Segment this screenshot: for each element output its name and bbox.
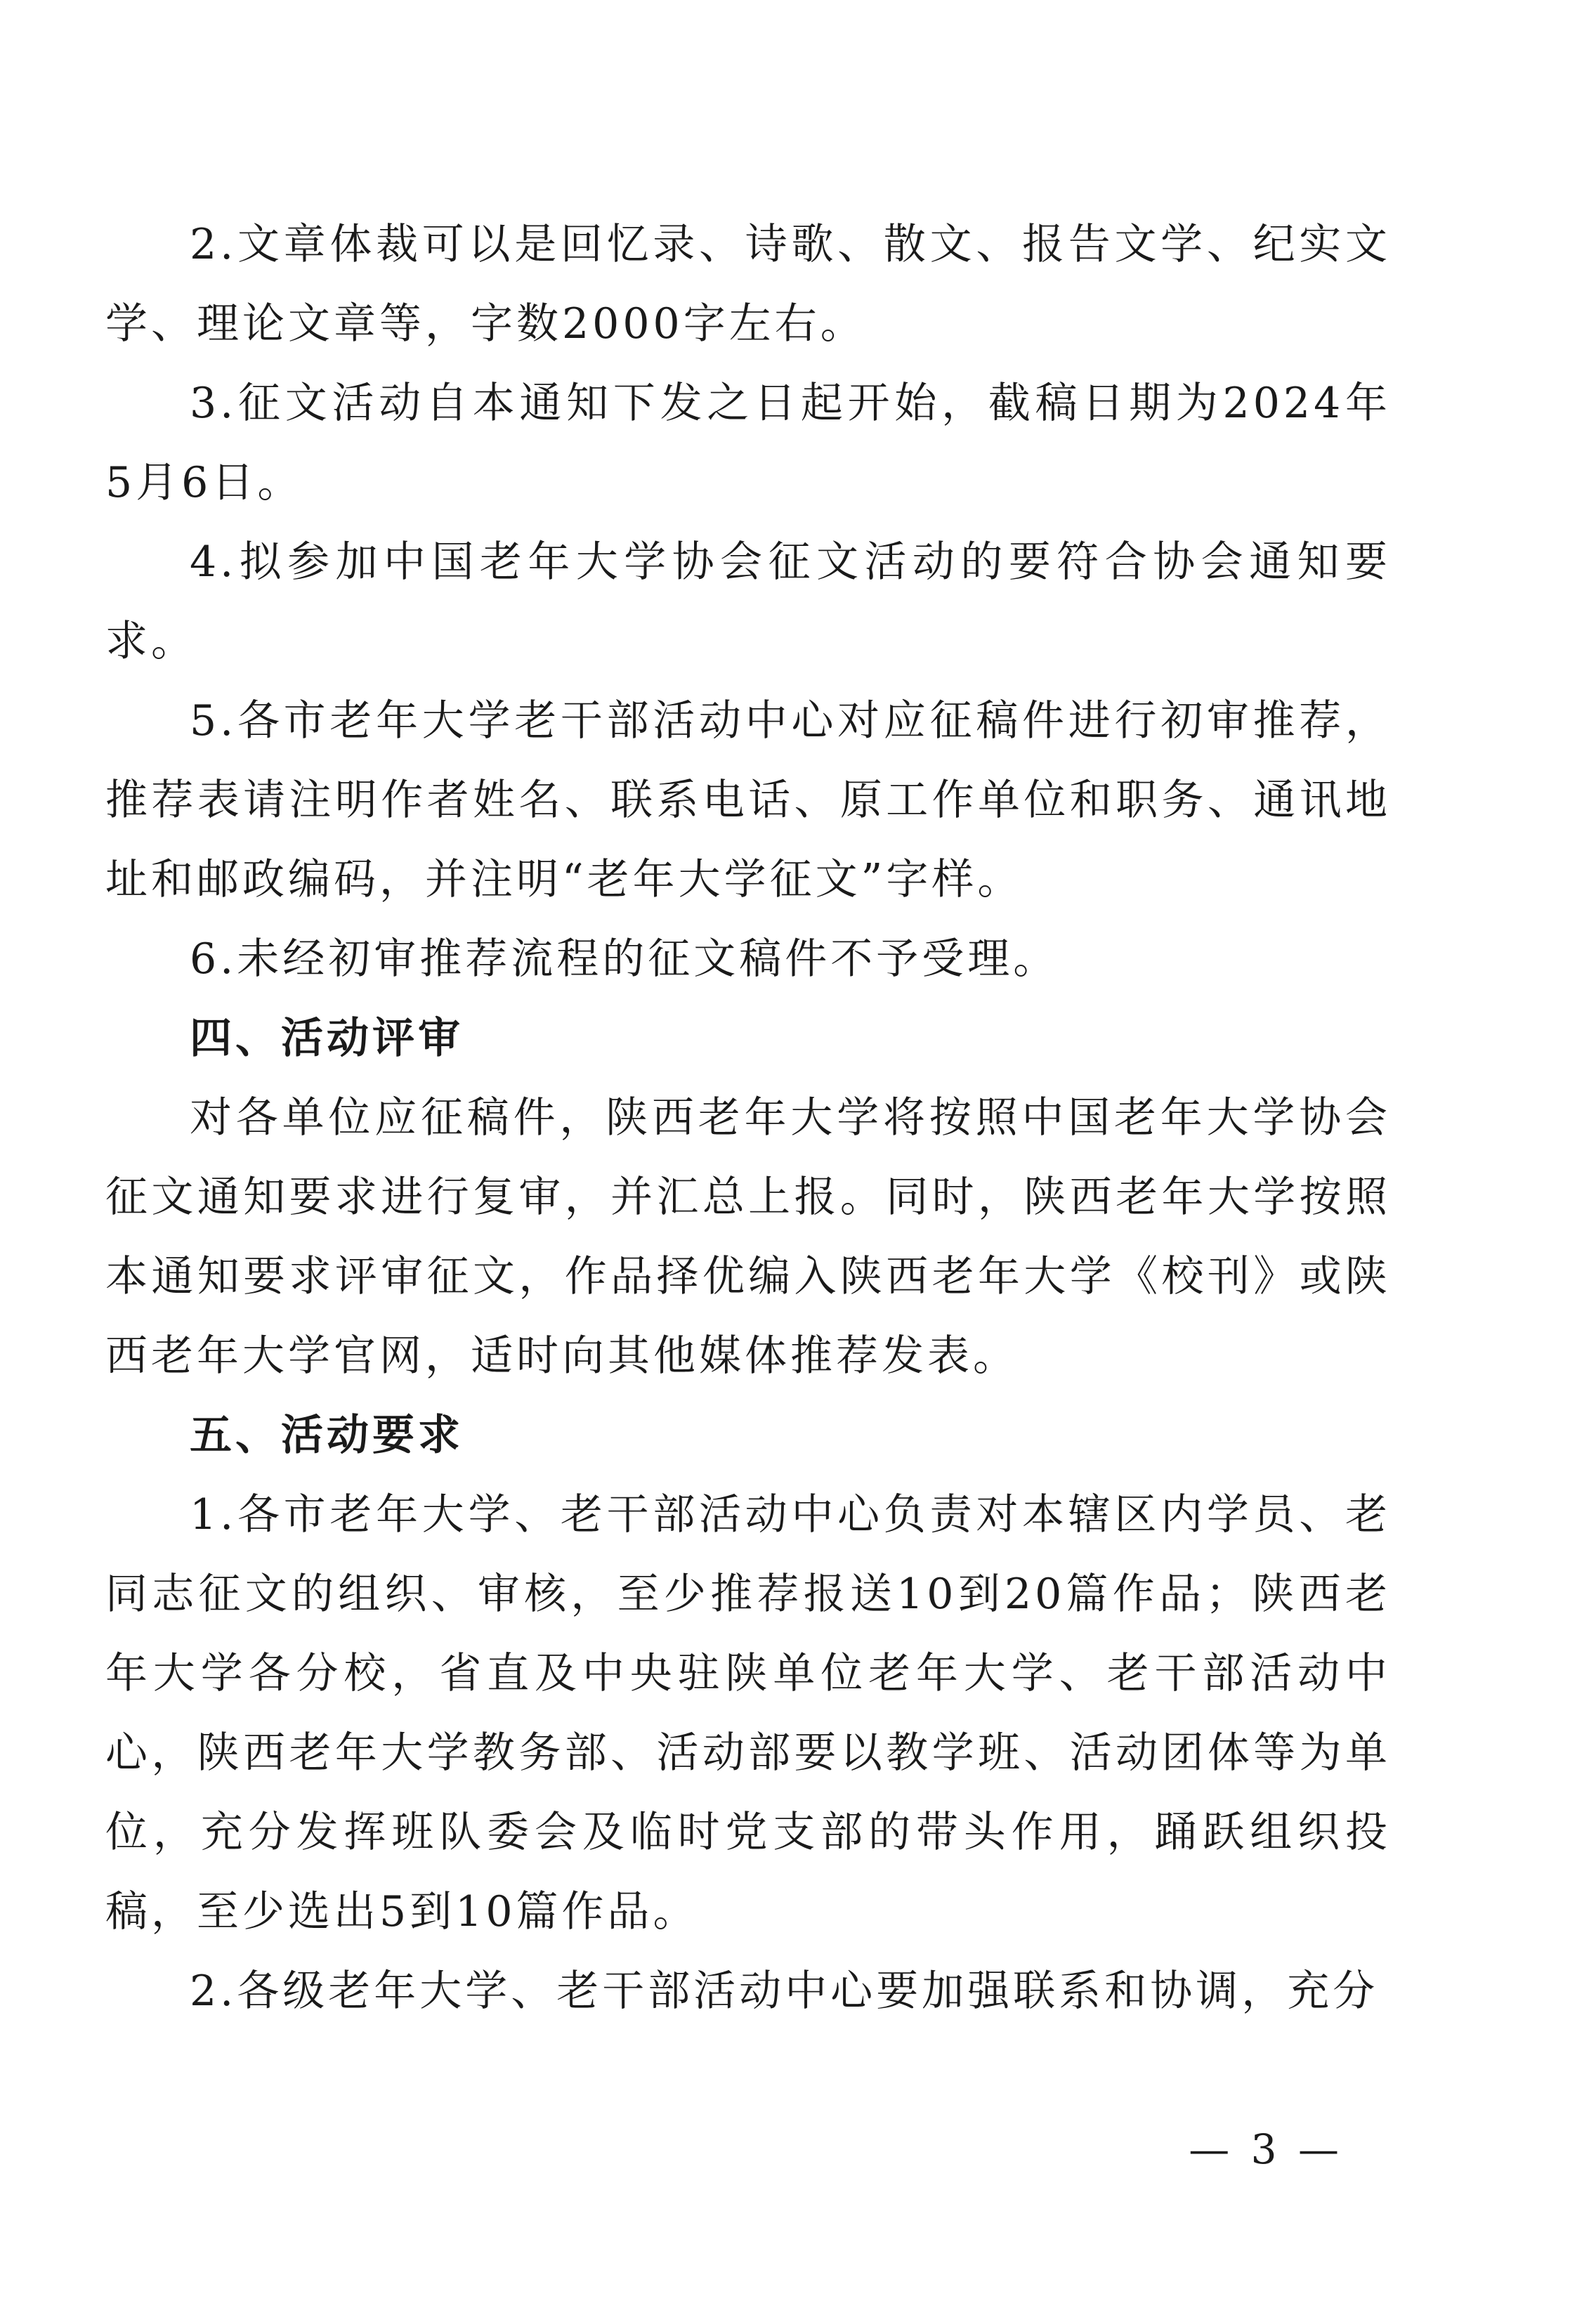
- paragraph-association-requirement: 4.拟参加中国老年大学协会征文活动的要符合协会通知要求。: [105, 537, 1391, 666]
- paragraph-not-accepted: 6.未经初审推荐流程的征文稿件不予受理。: [190, 934, 1059, 984]
- page-number: — 3 —: [1189, 2125, 1343, 2173]
- paragraph-requirement-1: 1.各市老年大学、老干部活动中心负责对本辖区内学员、老同志征文的组织、审核，至少推荐报送10到20篇作品；陕西老年大学各分校，省直及中央驻陕单位老年大学、老干部活动中心，陕西老年大学教务部、活动部要以教学班、活动团体等为单位，充分发挥班队委会及临时党支部的带头作用，踊跃组织投稿，至少选出5到10篇作品。: [105, 1490, 1391, 1936]
- section-heading-review: 四、活动评审: [190, 1014, 464, 1063]
- paragraph-genre: 2.文章体裁可以是回忆录、诗歌、散文、报告文学、纪实文学、理论文章等，字数2000字左右。: [105, 220, 1391, 348]
- section-heading-requirements: 五、活动要求: [190, 1411, 464, 1460]
- paragraph-review-process: 对各单位应征稿件，陕西老年大学将按照中国老年大学协会征文通知要求进行复审，并汇总上报。同时，陕西老年大学按照本通知要求评审征文，作品择优编入陕西老年大学《校刊》或陕西老年大学官网，适时向其他媒体推荐发表。: [105, 1093, 1391, 1381]
- paragraph-preliminary-review: 5.各市老年大学老干部活动中心对应征稿件进行初审推荐，推荐表请注明作者姓名、联系电话、原工作单位和职务、通讯地址和邮政编码，并注明“老年大学征文”字样。: [105, 696, 1391, 904]
- paragraph-requirement-2: 2.各级老年大学、老干部活动中心要加强联系和协调，充分: [190, 1967, 1379, 2016]
- paragraph-deadline: 3.征文活动自本通知下发之日起开始，截稿日期为2024年5月6日。: [105, 379, 1391, 507]
- document-body: [105, 205, 1391, 2031]
